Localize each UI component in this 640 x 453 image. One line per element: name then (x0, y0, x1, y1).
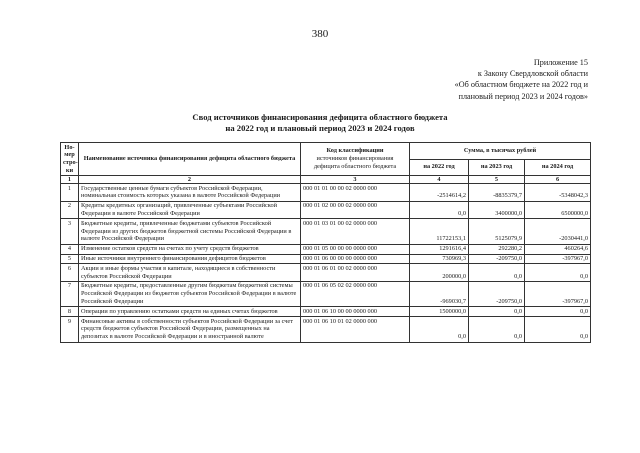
amount-2023-cell: -209750,0 (469, 281, 525, 306)
amount-2022-cell: 0,0 (410, 201, 469, 219)
amount-2024-cell: 0,0 (525, 307, 591, 317)
source-name-cell: Кредиты кредитных организаций, привлеченные субъектами Российской Федерации в валюте Российской Федерации (79, 201, 301, 219)
row-number-cell: 9 (61, 317, 79, 342)
amount-2022-cell: -969030,7 (410, 281, 469, 306)
table-row (61, 244, 591, 254)
header-2022: на 2022 год (410, 159, 469, 176)
appendix-line: к Закону Свердловской области (477, 69, 588, 79)
source-name-cell: Финансовые активы в собственности субъектов Российской Федерации за счет средств бюджетов субъектов Российской Федерации, размещенных на депозитах в валюте Российской Федерации и в иностранной валюте (79, 317, 301, 342)
amount-2023-cell: 292280,2 (469, 244, 525, 254)
column-index: 1 (61, 176, 79, 184)
classification-code-cell: 000 01 03 01 00 02 0000 000 (301, 219, 410, 244)
source-name-cell: Операции по управлению остатками средств на единых счетах бюджетов (79, 307, 301, 317)
row-number-cell: 3 (61, 219, 79, 244)
amount-2024-cell: -5348042,3 (525, 184, 591, 202)
header-code-sub: источников финансирования дефицита областного бюджета (313, 155, 397, 170)
table-row (61, 201, 591, 219)
amount-2022-cell: 1500000,0 (410, 307, 469, 317)
classification-code-cell: 000 01 06 10 00 00 0000 000 (301, 307, 410, 317)
header-2023: на 2023 год (469, 159, 525, 176)
column-index-row (61, 176, 591, 184)
column-index: 2 (79, 176, 301, 184)
column-index: 4 (410, 176, 469, 184)
classification-code-cell: 000 01 01 00 00 02 0000 000 (301, 184, 410, 202)
amount-2023-cell: -8835379,7 (469, 184, 525, 202)
table-row (61, 264, 591, 282)
table-row (61, 317, 591, 342)
amount-2022-cell: -2514614,2 (410, 184, 469, 202)
row-number-cell: 4 (61, 244, 79, 254)
header-name: Наименование источника финансирования дефицита областного бюджета (79, 143, 301, 176)
amount-2024-cell: 0,0 (525, 317, 591, 342)
header-row-num: Но-мер стро-ки (61, 143, 79, 176)
row-number-cell: 6 (61, 264, 79, 282)
classification-code-cell: 000 01 06 00 00 00 0000 000 (301, 254, 410, 264)
row-number-cell: 2 (61, 201, 79, 219)
amount-2024-cell: -397967,0 (525, 254, 591, 264)
header-code-title: Код классификации (326, 147, 384, 155)
header-2024: на 2024 год (525, 159, 591, 176)
amount-2024-cell: 6500000,0 (525, 201, 591, 219)
appendix-note (455, 57, 588, 102)
source-name-cell: Бюджетные кредиты, привлеченные бюджетами субъектов Российской Федерации из других бюджетов бюджетной системы Российской Федерации в валюте Российской Федерации (79, 219, 301, 244)
source-name-cell: Акции и иные формы участия в капитале, находящиеся в собственности субъектов Российской Федерации (79, 264, 301, 282)
classification-code-cell: 000 01 06 05 02 02 0000 000 (301, 281, 410, 306)
amount-2024-cell: 460264,6 (525, 244, 591, 254)
page-number: 380 (311, 28, 329, 40)
amount-2023-cell: 0,0 (469, 317, 525, 342)
column-index: 6 (525, 176, 591, 184)
classification-code-cell: 000 01 06 10 01 02 0000 000 (301, 317, 410, 342)
table-row (61, 254, 591, 264)
amount-2022-cell: 730969,3 (410, 254, 469, 264)
row-number-cell: 1 (61, 184, 79, 202)
table-row (61, 219, 591, 244)
header-sum: Сумма, в тысячах рублей (410, 143, 591, 160)
appendix-line: «Об областном бюджете на 2022 год и (454, 80, 588, 90)
amount-2023-cell: 0,0 (469, 307, 525, 317)
financing-sources-table (60, 142, 590, 343)
source-name-cell: Государственные ценные бумаги субъектов Российской Федерации, номинальная стоимость которых указана в валюте Российской Федерации (79, 184, 301, 202)
source-name-cell: Иные источники внутреннего финансирования дефицитов бюджетов (79, 254, 301, 264)
table-row (61, 184, 591, 202)
amount-2022-cell: 0,0 (410, 317, 469, 342)
table-row (61, 281, 591, 306)
amount-2024-cell: -397967,0 (525, 281, 591, 306)
row-number-cell: 5 (61, 254, 79, 264)
amount-2022-cell: 11722153,1 (410, 219, 469, 244)
classification-code-cell: 000 01 06 01 00 02 0000 000 (301, 264, 410, 282)
header-code (301, 143, 410, 176)
row-number-cell: 7 (61, 281, 79, 306)
row-number-cell: 8 (61, 307, 79, 317)
amount-2022-cell: 200000,0 (410, 264, 469, 282)
title-line: на 2022 год и плановый период 2023 и 2024 годов (225, 123, 415, 133)
classification-code-cell: 000 01 05 00 00 00 0000 000 (301, 244, 410, 254)
appendix-line: Приложение 15 (533, 58, 588, 67)
table (60, 142, 591, 343)
table-row (61, 307, 591, 317)
classification-code-cell: 000 01 02 00 00 02 0000 000 (301, 201, 410, 219)
column-index: 5 (469, 176, 525, 184)
amount-2023-cell: 3400000,0 (469, 201, 525, 219)
amount-2024-cell: -2030441,0 (525, 219, 591, 244)
column-index: 3 (301, 176, 410, 184)
appendix-line: плановый период 2023 и 2024 годов» (458, 91, 588, 101)
title-line: Свод источников финансирования дефицита областного бюджета (192, 112, 448, 122)
amount-2023-cell: 5125079,9 (469, 219, 525, 244)
amount-2023-cell: -209750,0 (469, 254, 525, 264)
amount-2024-cell: 0,0 (525, 264, 591, 282)
amount-2022-cell: 1291616,4 (410, 244, 469, 254)
document-title (0, 112, 640, 134)
source-name-cell: Изменение остатков средств на счетах по учету средств бюджетов (79, 244, 301, 254)
amount-2023-cell: 0,0 (469, 264, 525, 282)
source-name-cell: Бюджетные кредиты, предоставленные другим бюджетам бюджетной системы Российской Федерации из бюджетов субъектов Российской Федерации в валюте Российской Федерации (79, 281, 301, 306)
